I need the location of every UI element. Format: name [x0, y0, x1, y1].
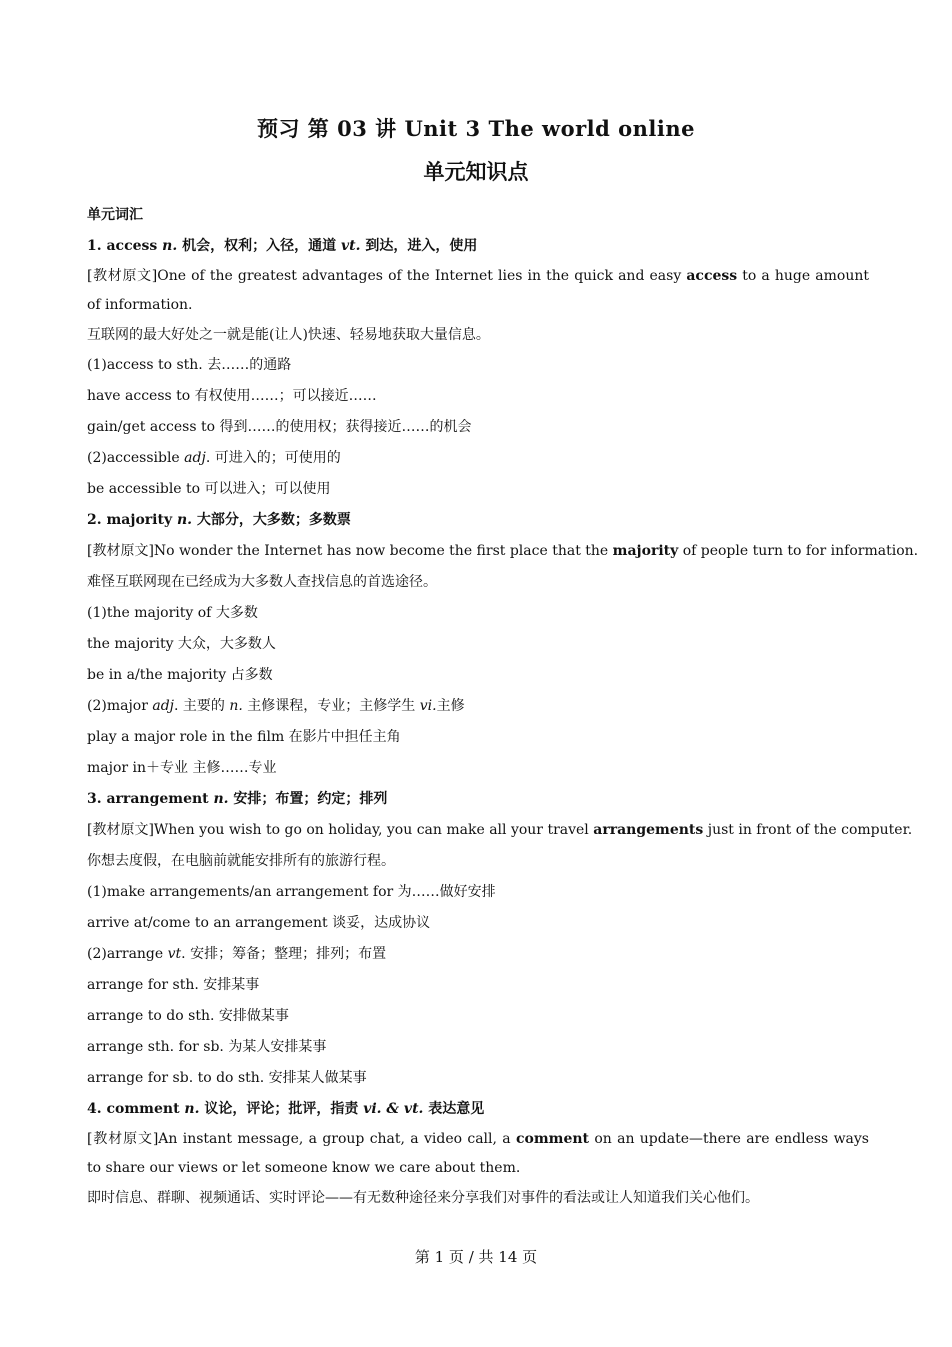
- chinese-translation: 互联网的最大好处之一就是能(让人)快速、轻易地获取大量信息。: [87, 327, 490, 343]
- phrase-line: (2)arrange vt. 安排；筹备；整理；排列；布置: [87, 946, 387, 962]
- phrase-line: the majority 大众，大多数人: [87, 636, 276, 652]
- page-subtitle: 单元知识点: [423, 159, 529, 184]
- textbook-example: [教材原文]An instant message, a group chat, a video call, a comment on an update—there are endless ways to share our views or let someone know we care about them.: [87, 1131, 869, 1176]
- page-footer: 第 1 页 / 共 14 页: [414, 1248, 538, 1266]
- word-heading-arrangement: 3. arrangement n. 安排；布置；约定；排列: [87, 791, 388, 807]
- phrase-line: play a major role in the film 在影片中担任主角: [87, 729, 401, 745]
- phrase-line: (1)the majority of 大多数: [87, 605, 258, 621]
- word-heading-majority: 2. majority n. 大部分，大多数；多数票: [87, 512, 351, 528]
- phrase-line: be in a/the majority 占多数: [87, 667, 273, 683]
- textbook-example: [教材原文]One of the greatest advantages of the Internet lies in the quick and easy access to a huge amount of information.: [87, 268, 869, 313]
- phrase-line: arrange to do sth. 安排做某事: [87, 1008, 289, 1024]
- phrase-line: be accessible to 可以进入；可以使用: [87, 481, 331, 497]
- textbook-example: [教材原文]When you wish to go on holiday, you can make all your travel arrangements just in front of the computer.: [87, 822, 913, 838]
- chinese-translation: 即时信息、群聊、视频通话、实时评论——有无数种途径来分享我们对事件的看法或让人知道我们关心他们。: [87, 1190, 759, 1206]
- phrase-line: arrange sth. for sb. 为某人安排某事: [87, 1039, 327, 1055]
- textbook-example: [教材原文]No wonder the Internet has now become the first place that the majority of people turn to for information.: [87, 543, 919, 559]
- phrase-line: (1)access to sth. 去……的通路: [87, 357, 292, 373]
- phrase-line: (2)major adj. 主要的 n. 主修课程，专业；主修学生 vi.主修: [87, 698, 465, 714]
- phrase-line: arrange for sth. 安排某事: [87, 977, 260, 993]
- chinese-translation: 难怪互联网现在已经成为大多数人查找信息的首选途径。: [87, 574, 437, 590]
- phrase-line: gain/get access to 得到……的使用权；获得接近……的机会: [87, 419, 472, 435]
- page-title: 预习 第 03 讲 Unit 3 The world online: [256, 116, 695, 141]
- phrase-line: (1)make arrangements/an arrangement for 为……做好安排: [87, 884, 496, 900]
- phrase-line: arrive at/come to an arrangement 谈妥，达成协议: [87, 915, 431, 931]
- content: [87, 200, 919, 1213]
- chinese-translation: 你想去度假，在电脑前就能安排所有的旅游行程。: [87, 853, 395, 869]
- phrase-line: (2)accessible adj. 可进入的；可使用的: [87, 450, 341, 466]
- phrase-line: major in＋专业 主修……专业: [87, 760, 277, 776]
- word-heading-comment: 4. comment n. 议论，评论；批评，指责 vi. & vt. 表达意见: [87, 1101, 485, 1117]
- phrase-line: arrange for sb. to do sth. 安排某人做某事: [87, 1070, 367, 1086]
- section-heading: 单元词汇: [87, 207, 143, 223]
- phrase-line: have access to 有权使用……；可以接近……: [87, 388, 377, 404]
- word-heading-access: 1. access n. 机会，权利；入径，通道 vt. 到达，进入，使用: [87, 238, 478, 254]
